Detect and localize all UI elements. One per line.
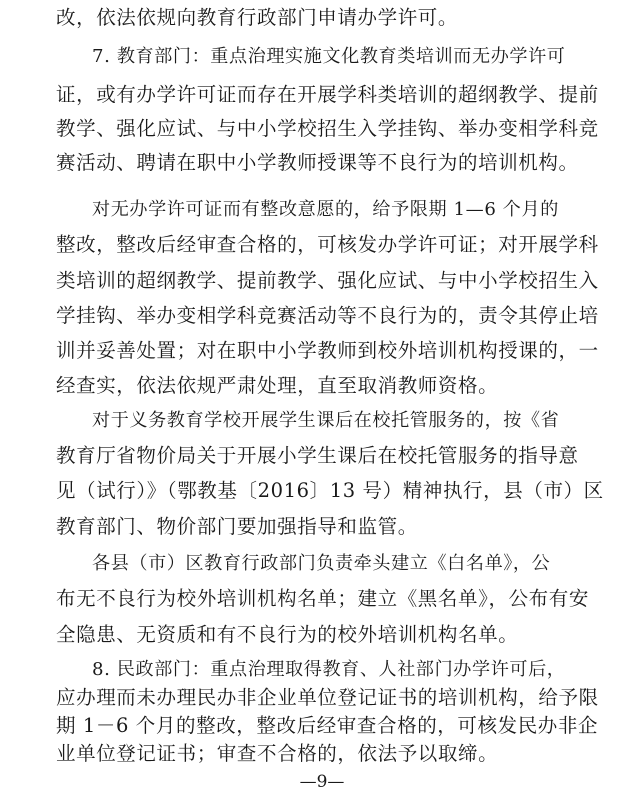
page-number: —9—	[299, 772, 345, 792]
paragraph-line: 整改，整改后经审查合格的，可核发办学许可证；对开展学科	[56, 233, 599, 256]
section-7-heading-line: 7. 教育部门：重点治理实施文化教育类培训而无办学许可	[92, 46, 566, 67]
paragraph-line: 教育厅省物价局关于开展小学生课后在校托管服务的指导意	[56, 444, 579, 467]
paragraph-line: 应办理而未办理民办非企业单位登记证书的培训机构，给予限	[56, 686, 599, 709]
paragraph-line: 赛活动、聘请在职中小学教师授课等不良行为的培训机构。	[56, 151, 579, 174]
paragraph-line: 布无不良行为校外培训机构名单；建立《黑名单》，公布有安	[56, 587, 589, 610]
paragraph-line: 期 1－6 个月的整改，整改后经审查合格的，可核发民办非企	[56, 714, 599, 737]
paragraph-line: 各县（市）区教育行政部门负责牵头建立《白名单》，公	[92, 553, 551, 574]
paragraph-line: 对无办学许可证而有整改意愿的，给予限期 1—6 个月的	[92, 199, 559, 220]
paragraph-line: 类培训的超纲教学、提前教学、强化应试、与中小学校招生入	[56, 269, 599, 292]
paragraph-line: 改，依法依规向教育行政部门申请办学许可。	[56, 6, 459, 29]
paragraph-line: 学挂钩、举办变相学科竞赛活动等不良行为的，责令其停止培	[56, 304, 599, 327]
paragraph-line: 教学、强化应试、与中小学校招生入学挂钩、举办变相学科竞	[56, 117, 599, 140]
paragraph-line: 证，或有办学许可证而存在开展学科类培训的超纲教学、提前	[56, 83, 599, 106]
paragraph-line: 经查实，依法依规严肃处理，直至取消教师资格。	[56, 374, 499, 397]
paragraph-line: 见（试行）》（鄂教基〔2016〕13 号）精神执行，县（市）区	[56, 479, 604, 502]
paragraph-line: 全隐患、无资质和有不良行为的校外培训机构名单。	[56, 623, 519, 646]
paragraph-line: 教育部门、物价部门要加强指导和监管。	[56, 515, 418, 538]
paragraph-line: 对于义务教育学校开展学生课后在校托管服务的，按《省	[92, 410, 560, 431]
paragraph-line: 训并妥善处置；对在职中小学教师到校外培训机构授课的，一	[56, 339, 599, 362]
section-8-heading-line: 8. 民政部门：重点治理取得教育、人社部门办学许可后，	[92, 659, 566, 680]
paragraph-line: 业单位登记证书；审查不合格的，依法予以取缔。	[56, 742, 499, 765]
